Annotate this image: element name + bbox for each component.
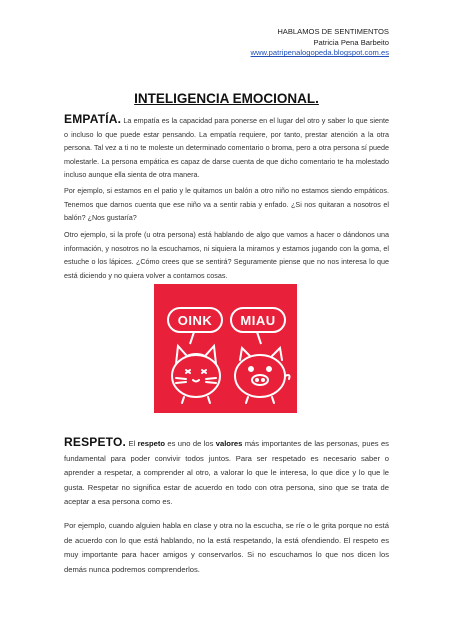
empatia-text: La empatía es la capacidad para ponerse en el lugar del otro y saber lo que siente o incluso lo que puede estar pensando. La empatía requiere, por tanto, prestar atención a la otra persona. Tal vez a ti no te moleste un determinado comentario o broma, pero a otra persona sí puede molestarle. La persona empática es capaz de darse cuenta de que dicho comentario te ha molestado incluso aunque ella sienta de otra manera. xyxy=(64,116,389,180)
header-topic: HABLAMOS DE SENTIMENTOS xyxy=(277,27,389,36)
respeto-text-c: más importantes de las personas, pues es fundamental para poder convivir todos juntos. Para ser respetado es necesario saber o aprender a respetar, a comprender al otro, a valorar lo que le interesa, lo que dice y lo que le gusta. Respetar no significa estar de acuerdo en todo con otra persona, sino que se trata de aceptar a esa persona como es. xyxy=(64,439,389,507)
bubble-left-text: OINK xyxy=(177,313,213,328)
empatia-example-2: Otro ejemplo, si la profe (u otra persona) está hablando de algo que vamos a hacer o dándonos una información, y nosotros no la escuchamos, ni siquiera la miramos y estamos jugando con la goma, el estuche o los lápices. ¿Cómo crees que se sentirá? Seguramente piense que no nos interesa lo que está diciendo y no quiera volver a contarnos cosas. xyxy=(64,230,389,280)
respeto-example: Por ejemplo, cuando alguien habla en clase y otra no la escucha, se ríe o le grita porque no está de acuerdo con lo que está hablando, no la está respetando, la está ofendiendo. El respeto es muy importante para hacer amigos y conservarlos. Si no escuchamos lo que nos dicen los demás nunca podremos comprenderlos. xyxy=(64,521,389,574)
header-author: Patricia Pena Barbeito xyxy=(313,37,389,47)
respeto-text-b: es uno de los xyxy=(165,439,216,448)
page-title: INTELIGENCIA EMOCIONAL. xyxy=(134,91,319,106)
respeto-heading: RESPETO. xyxy=(64,435,127,449)
document-header xyxy=(251,27,389,59)
empatia-definition xyxy=(64,113,389,182)
oink-miau-illustration xyxy=(154,284,297,413)
respeto-definition xyxy=(64,435,389,510)
empatia-heading: EMPATÍA. xyxy=(64,112,122,126)
respeto-bold-word: respeto xyxy=(137,439,166,448)
header-blog-link[interactable]: www.patripenalogopeda.blogspot.com.es xyxy=(250,48,389,58)
respeto-text-a: El xyxy=(128,439,138,448)
empatia-example-1: Por ejemplo, si estamos en el patio y le quitamos un balón a otro niño no estamos siendo empáticos. Tenemos que darnos cuenta que ese niño va a sentir rabia y enfado. ¿Si nos quitaran a nosotros el balón? ¿Nos gustaría? xyxy=(64,186,389,223)
bubble-right-text: MIAU xyxy=(240,313,276,328)
valores-bold-word: valores xyxy=(215,439,243,448)
